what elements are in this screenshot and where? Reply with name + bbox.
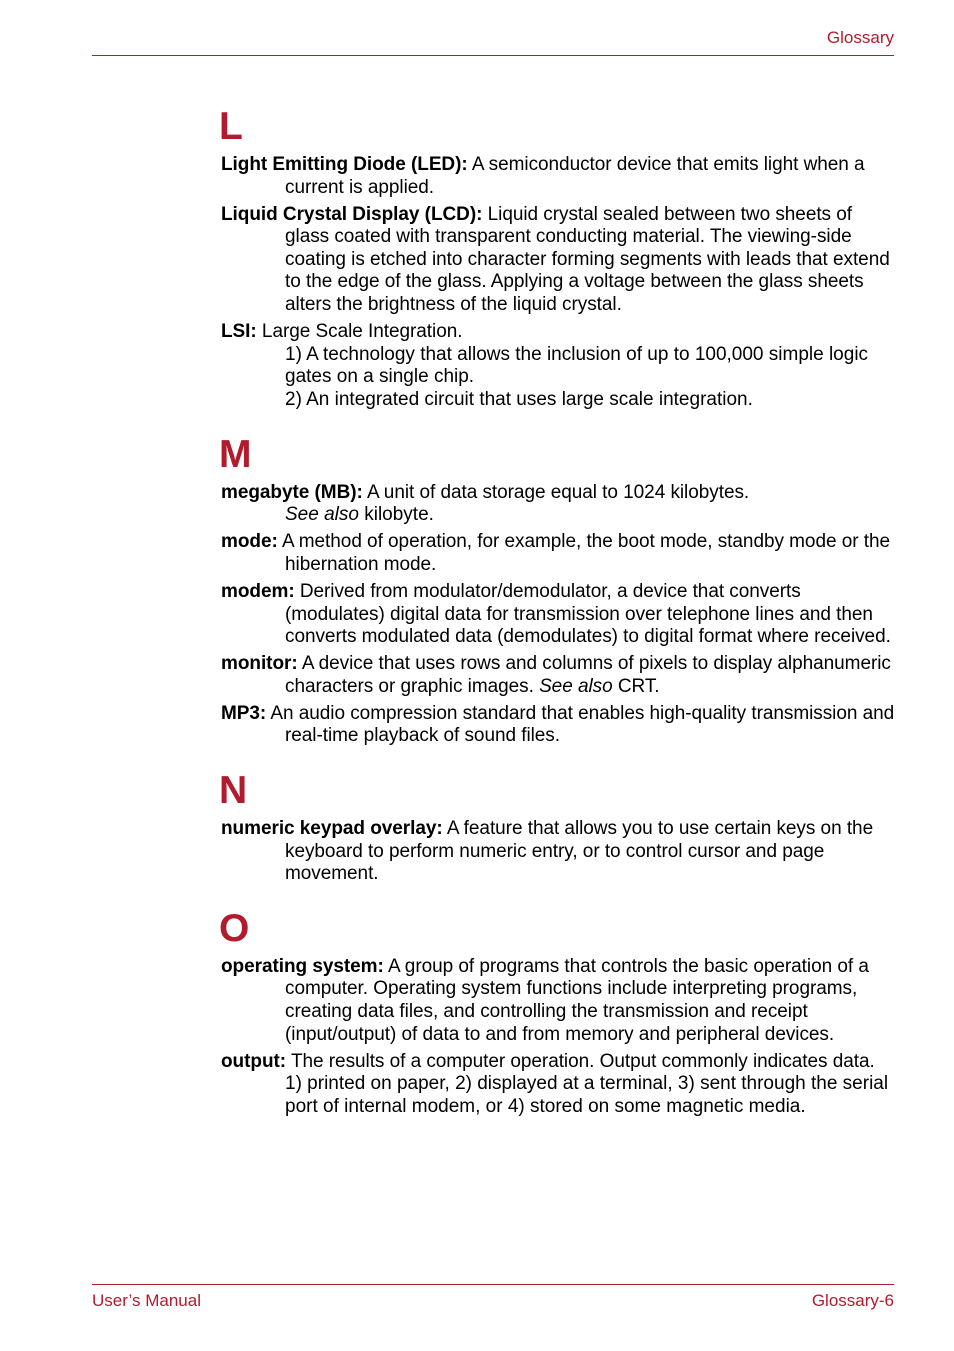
glossary-content	[221, 104, 896, 1119]
entry-mode	[221, 531, 896, 576]
output-examples: 1) printed on paper, 2) displayed at a terminal, 3) sent through the serial port of internal modem, or 4) stored on some magnetic media.	[285, 1073, 889, 1117]
monitor-see-also-ref: CRT.	[612, 675, 660, 697]
def-lsi: Large Scale Integration.	[261, 321, 463, 343]
entry-lsi	[221, 321, 896, 344]
term-output: output:	[221, 1050, 287, 1072]
entry-lcd	[221, 204, 896, 317]
def-operating-system: A group of programs that controls the basic operation of a computer. Operating system functions include interpreting programs, creating data files, and controlling the transmission and receipt (input/output) of data to and from memory and peripheral devices.	[285, 955, 869, 1045]
term-monitor: monitor:	[221, 653, 298, 675]
def-mode: A method of operation, for example, the boot mode, standby mode or the hibernation mode.	[281, 531, 890, 575]
entry-monitor	[221, 653, 896, 698]
section-n	[221, 768, 896, 886]
entry-modem	[221, 581, 896, 649]
def-megabyte: A unit of data storage equal to 1024 kilobytes.	[367, 481, 750, 503]
term-led: Light Emitting Diode (LED):	[221, 154, 468, 175]
section-o	[221, 906, 896, 1119]
see-also-label: See also	[285, 504, 359, 526]
def-lcd: Liquid crystal sealed between two sheets of glass coated with transparent conducting material. The viewing-side coating is etched into character forming segments with leads that extend to the edge of the glass. Applying a voltage between the glass sheets alters the brightness of the liquid crystal.	[285, 203, 890, 316]
entry-numeric-keypad-overlay	[221, 818, 896, 886]
def-monitor: A device that uses rows and columns of pixels to display alphanumeric characters or graphic images.	[285, 653, 891, 697]
entry-output	[221, 1051, 896, 1074]
entry-led	[221, 154, 896, 199]
monitor-see-also-label: See also	[539, 675, 613, 697]
entry-mp3	[221, 703, 896, 748]
section-l	[221, 104, 896, 412]
section-m	[221, 432, 896, 749]
entry-megabyte	[221, 482, 896, 505]
def-mp3: An audio compression standard that enables high-quality transmission and real-time playback of sound files.	[270, 702, 895, 747]
term-lcd: Liquid Crystal Display (LCD):	[221, 203, 483, 225]
def-led: A semiconductor device that emits light when a current is applied.	[285, 154, 865, 198]
def-output: The results of a computer operation. Output commonly indicates data.	[290, 1050, 875, 1072]
entry-operating-system	[221, 956, 896, 1046]
header-rule	[92, 55, 894, 56]
term-numeric-keypad-overlay: numeric keypad overlay:	[221, 818, 443, 840]
section-letter-n: N	[219, 769, 248, 813]
term-lsi: LSI:	[221, 321, 257, 343]
term-mode: mode:	[221, 531, 278, 553]
term-mp3: MP3:	[221, 702, 267, 724]
lsi-meaning-2: 2) An integrated circuit that uses large scale integration.	[285, 388, 753, 410]
section-letter-m: M	[219, 432, 252, 476]
megabyte-see-also	[221, 504, 896, 527]
footer-manual-title: User’s Manual	[92, 1291, 201, 1310]
term-modem: modem:	[221, 580, 295, 602]
see-also-ref: kilobyte.	[358, 504, 434, 526]
section-letter-l: L	[219, 105, 243, 148]
footer-page-number: Glossary-6	[811, 1291, 894, 1310]
term-operating-system: operating system:	[221, 955, 384, 977]
header-title: Glossary	[826, 28, 894, 47]
def-modem: Derived from modulator/demodulator, a device that converts (modulates) digital data for transmission over telephone lines and then converts modulated data (demodulates) to digital format where received.	[285, 580, 891, 648]
term-megabyte: megabyte (MB):	[221, 481, 363, 503]
footer-rule	[92, 1284, 894, 1285]
section-letter-o: O	[219, 906, 250, 950]
lsi-meaning-1: 1) A technology that allows the inclusion of up to 100,000 simple logic gates on a single chip.	[285, 343, 869, 388]
def-numeric-keypad-overlay: A feature that allows you to use certain keys on the keyboard to perform numeric entry, or to control cursor and page movement.	[285, 818, 874, 885]
